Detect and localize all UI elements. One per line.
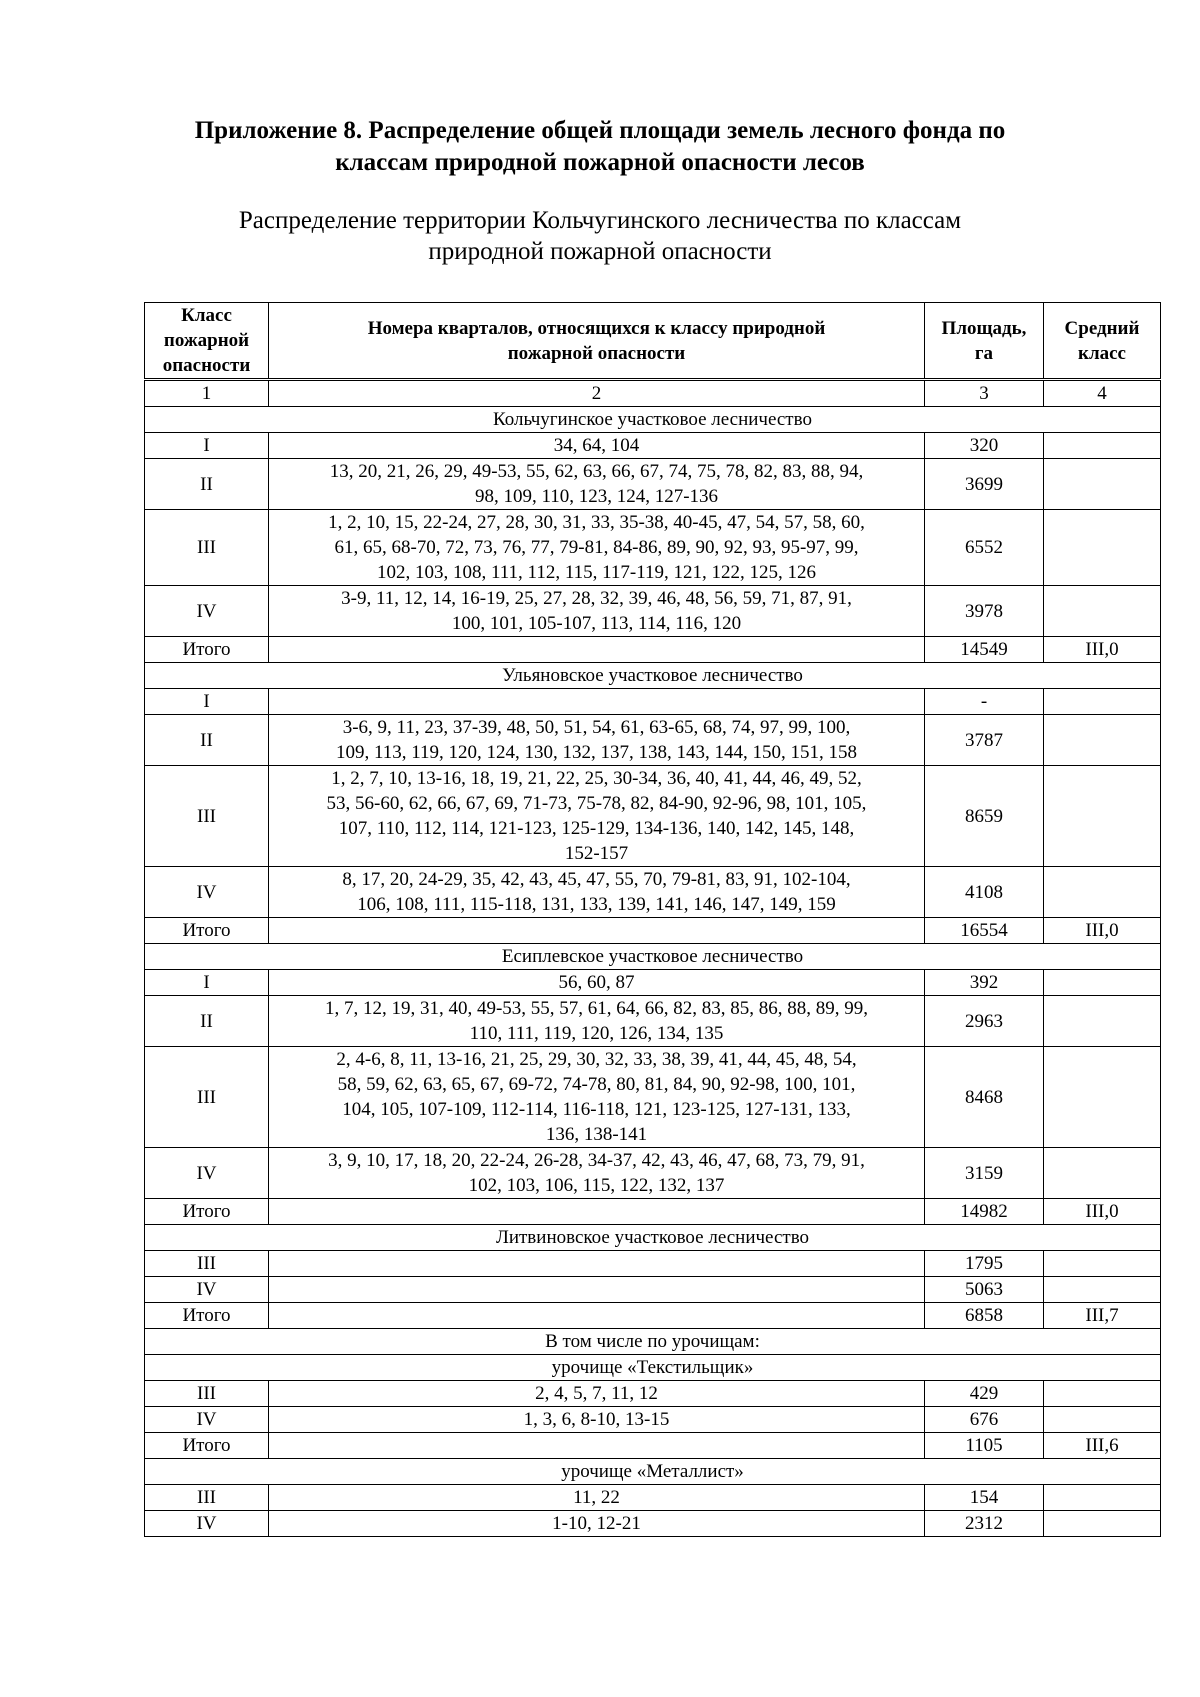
avg-class-cell <box>1044 1148 1161 1199</box>
quarters-cell <box>269 1148 925 1199</box>
class-cell: I <box>145 433 269 459</box>
quarters-line: 3-6, 9, 11, 23, 37-39, 48, 50, 51, 54, 61, 63-65, 68, 74, 97, 99, 100, <box>342 717 851 738</box>
quarters-line <box>275 1199 918 1224</box>
header-avg-class-line: Средний <box>1064 317 1140 339</box>
area-cell: 2312 <box>925 1511 1044 1537</box>
quarters-line: 100, 101, 105-107, 113, 114, 116, 120 <box>451 613 742 634</box>
quarters-line: 13, 20, 21, 26, 29, 49-53, 55, 62, 63, 66, 67, 74, 75, 78, 82, 83, 88, 94, <box>329 461 864 482</box>
quarters-cell <box>269 637 925 663</box>
avg-class-cell <box>1044 766 1161 867</box>
header-class-line: опасности <box>162 355 251 376</box>
quarters-line: 3, 9, 10, 17, 18, 20, 22-24, 26-28, 34-37, 42, 43, 46, 47, 68, 73, 79, 91, <box>328 1150 865 1171</box>
area-cell: 16554 <box>925 918 1044 944</box>
page-title-line: Приложение 8. Распределение общей площади земель лесного фонда по <box>194 117 1006 144</box>
class-cell: III <box>145 1047 269 1148</box>
section-row <box>145 1225 1161 1251</box>
table-row <box>145 1433 1161 1459</box>
avg-class-cell: III,0 <box>1044 918 1161 944</box>
section-row <box>145 1459 1161 1485</box>
quarters-cell <box>269 689 925 715</box>
fire-danger-table <box>144 302 1161 1537</box>
quarters-line <box>275 1277 918 1302</box>
header-avg-class-line: класс <box>1078 342 1126 364</box>
area-cell: 1795 <box>925 1251 1044 1277</box>
class-cell: III <box>145 1485 269 1511</box>
header-avg-class <box>1044 303 1161 380</box>
avg-class-cell <box>1044 1511 1161 1537</box>
quarters-line <box>275 918 918 943</box>
area-cell: 8659 <box>925 766 1044 867</box>
quarters-line: 61, 65, 68-70, 72, 73, 76, 77, 79-81, 84-86, 89, 90, 92, 93, 95-97, 99, <box>334 537 859 558</box>
area-cell: 676 <box>925 1407 1044 1433</box>
area-cell: 3978 <box>925 586 1044 637</box>
avg-class-cell <box>1044 1251 1161 1277</box>
header-quarters-line: пожарной опасности <box>507 342 686 364</box>
header-quarters <box>269 303 925 380</box>
area-cell: 14549 <box>925 637 1044 663</box>
quarters-cell <box>269 867 925 918</box>
table-row <box>145 1381 1161 1407</box>
quarters-cell <box>269 1277 925 1303</box>
class-cell: III <box>145 1251 269 1277</box>
avg-class-cell <box>1044 996 1161 1047</box>
section-row <box>145 663 1161 689</box>
section-title: Литвиновское участковое лесничество <box>145 1225 1161 1251</box>
column-number-row <box>145 380 1161 407</box>
avg-class-cell <box>1044 715 1161 766</box>
page-subtitle-line: природной пожарной опасности <box>428 238 772 265</box>
quarters-line: 34, 64, 104 <box>553 435 640 456</box>
quarters-cell <box>269 996 925 1047</box>
quarters-line: 104, 105, 107-109, 112-114, 116-118, 121, 123-125, 127-131, 133, <box>342 1099 851 1120</box>
area-cell: 6552 <box>925 510 1044 586</box>
quarters-line: 106, 108, 111, 115-118, 131, 133, 139, 141, 146, 147, 149, 159 <box>357 894 836 915</box>
avg-class-cell <box>1044 433 1161 459</box>
avg-class-cell <box>1044 1047 1161 1148</box>
quarters-cell <box>269 970 925 996</box>
class-cell: IV <box>145 1407 269 1433</box>
area-cell: 429 <box>925 1381 1044 1407</box>
quarters-cell <box>269 1485 925 1511</box>
quarters-line: 8, 17, 20, 24-29, 35, 42, 43, 45, 47, 55, 70, 79-81, 83, 91, 102-104, <box>342 869 851 890</box>
quarters-line: 102, 103, 108, 111, 112, 115, 117-119, 121, 122, 125, 126 <box>376 562 817 583</box>
avg-class-cell: III,7 <box>1044 1303 1161 1329</box>
quarters-cell <box>269 459 925 510</box>
area-cell: 392 <box>925 970 1044 996</box>
quarters-cell <box>269 1511 925 1537</box>
table-row <box>145 459 1161 510</box>
column-number: 3 <box>925 380 1044 407</box>
avg-class-cell <box>1044 1485 1161 1511</box>
page-title <box>0 115 1200 179</box>
header-class-line: Класс <box>181 305 232 326</box>
quarters-cell <box>269 715 925 766</box>
avg-class-cell <box>1044 459 1161 510</box>
table-row <box>145 1485 1161 1511</box>
area-cell: 3699 <box>925 459 1044 510</box>
avg-class-cell <box>1044 689 1161 715</box>
quarters-line: 1, 7, 12, 19, 31, 40, 49-53, 55, 57, 61, 64, 66, 82, 83, 85, 86, 88, 89, 99, <box>324 998 869 1019</box>
header-area-line: Площадь, <box>941 317 1027 339</box>
quarters-cell <box>269 918 925 944</box>
quarters-cell <box>269 433 925 459</box>
header-class-line: пожарной <box>163 330 250 351</box>
header-quarters-line: Номера кварталов, относящихся к классу природной <box>367 317 826 339</box>
area-cell: 1105 <box>925 1433 1044 1459</box>
column-number: 4 <box>1044 380 1161 407</box>
quarters-line: 2, 4, 5, 7, 11, 12 <box>535 1383 658 1404</box>
header-area-line: га <box>974 342 994 364</box>
area-cell: 3159 <box>925 1148 1044 1199</box>
class-cell: III <box>145 1381 269 1407</box>
quarters-line: 110, 111, 119, 120, 126, 134, 135 <box>469 1023 724 1044</box>
table-row <box>145 1148 1161 1199</box>
table-row <box>145 1047 1161 1148</box>
quarters-line <box>275 637 918 662</box>
quarters-line: 152-157 <box>564 843 629 864</box>
quarters-line: 56, 60, 87 <box>558 972 635 993</box>
quarters-line: 98, 109, 110, 123, 124, 127-136 <box>474 486 719 507</box>
quarters-line: 136, 138-141 <box>545 1124 648 1145</box>
table-row <box>145 715 1161 766</box>
avg-class-cell: III,0 <box>1044 1199 1161 1225</box>
quarters-line: 109, 113, 119, 120, 124, 130, 132, 137, 138, 143, 144, 150, 151, 158 <box>335 742 858 763</box>
quarters-line: 1, 2, 10, 15, 22-24, 27, 28, 30, 31, 33, 35-38, 40-45, 47, 54, 57, 58, 60, <box>328 512 865 533</box>
header-area <box>925 303 1044 380</box>
page-subtitle-line: Распределение территории Кольчугинского лесничества по классам <box>238 207 962 234</box>
area-cell: 8468 <box>925 1047 1044 1148</box>
quarters-cell <box>269 1199 925 1225</box>
table-row <box>145 586 1161 637</box>
avg-class-cell <box>1044 1407 1161 1433</box>
table-row <box>145 918 1161 944</box>
area-cell: 5063 <box>925 1277 1044 1303</box>
table-row <box>145 996 1161 1047</box>
quarters-line <box>275 1303 918 1328</box>
section-title: Есиплевское участковое лесничество <box>145 944 1161 970</box>
table-row <box>145 1277 1161 1303</box>
class-cell: I <box>145 689 269 715</box>
class-cell: IV <box>145 1148 269 1199</box>
quarters-cell <box>269 510 925 586</box>
page-subtitle <box>0 205 1200 267</box>
column-number: 2 <box>269 380 925 407</box>
table-row <box>145 433 1161 459</box>
section-title: В том числе по урочищам: <box>145 1329 1161 1355</box>
quarters-line: 2, 4-6, 8, 11, 13-16, 21, 25, 29, 30, 32, 33, 38, 39, 41, 44, 45, 48, 54, <box>336 1049 857 1070</box>
class-cell: Итого <box>145 918 269 944</box>
area-cell: 4108 <box>925 867 1044 918</box>
table-row <box>145 1407 1161 1433</box>
class-cell: I <box>145 970 269 996</box>
table-row <box>145 867 1161 918</box>
section-row <box>145 944 1161 970</box>
table-row <box>145 637 1161 663</box>
quarters-cell <box>269 766 925 867</box>
quarters-line: 58, 59, 62, 63, 65, 67, 69-72, 74-78, 80, 81, 84, 90, 92-98, 100, 101, <box>337 1074 856 1095</box>
avg-class-cell <box>1044 970 1161 996</box>
area-cell: 6858 <box>925 1303 1044 1329</box>
class-cell: IV <box>145 586 269 637</box>
table-row <box>145 1303 1161 1329</box>
table-body <box>145 407 1161 1537</box>
avg-class-cell <box>1044 586 1161 637</box>
table-row <box>145 510 1161 586</box>
section-title: Кольчугинское участковое лесничество <box>145 407 1161 433</box>
table-row <box>145 689 1161 715</box>
class-cell: II <box>145 996 269 1047</box>
class-cell: III <box>145 510 269 586</box>
section-title: урочище «Текстильщик» <box>145 1355 1161 1381</box>
quarters-line: 53, 56-60, 62, 66, 67, 69, 71-73, 75-78, 82, 84-90, 92-96, 98, 101, 105, <box>326 793 867 814</box>
area-cell: 2963 <box>925 996 1044 1047</box>
quarters-line: 1, 3, 6, 8-10, 13-15 <box>523 1409 670 1430</box>
avg-class-cell <box>1044 510 1161 586</box>
quarters-cell <box>269 1433 925 1459</box>
quarters-line <box>275 1251 918 1276</box>
header-class <box>145 303 269 380</box>
class-cell: IV <box>145 867 269 918</box>
class-cell: Итого <box>145 1433 269 1459</box>
area-cell: 154 <box>925 1485 1044 1511</box>
quarters-line: 102, 103, 106, 115, 122, 132, 137 <box>468 1175 725 1196</box>
quarters-line <box>275 1433 918 1458</box>
quarters-cell <box>269 586 925 637</box>
quarters-line: 107, 110, 112, 114, 121-123, 125-129, 134-136, 140, 142, 145, 148, <box>338 818 855 839</box>
area-cell: - <box>925 689 1044 715</box>
table-row <box>145 1199 1161 1225</box>
class-cell: IV <box>145 1277 269 1303</box>
class-cell: III <box>145 766 269 867</box>
quarters-line: 1, 2, 7, 10, 13-16, 18, 19, 21, 22, 25, 30-34, 36, 40, 41, 44, 46, 49, 52, <box>331 768 862 789</box>
quarters-line: 11, 22 <box>573 1487 620 1508</box>
quarters-line: 1-10, 12-21 <box>552 1513 641 1534</box>
quarters-cell <box>269 1407 925 1433</box>
avg-class-cell <box>1044 1277 1161 1303</box>
table-row <box>145 766 1161 867</box>
table-row <box>145 1511 1161 1537</box>
class-cell: IV <box>145 1511 269 1537</box>
class-cell: Итого <box>145 637 269 663</box>
quarters-cell <box>269 1251 925 1277</box>
class-cell: II <box>145 715 269 766</box>
avg-class-cell: III,6 <box>1044 1433 1161 1459</box>
quarters-cell <box>269 1303 925 1329</box>
column-number: 1 <box>145 380 269 407</box>
avg-class-cell <box>1044 867 1161 918</box>
section-row <box>145 1329 1161 1355</box>
class-cell: Итого <box>145 1303 269 1329</box>
area-cell: 14982 <box>925 1199 1044 1225</box>
class-cell: II <box>145 459 269 510</box>
section-title: Ульяновское участковое лесничество <box>145 663 1161 689</box>
area-cell: 320 <box>925 433 1044 459</box>
page-title-line: классам природной пожарной опасности лесов <box>335 149 865 176</box>
area-cell: 3787 <box>925 715 1044 766</box>
quarters-line <box>275 689 918 714</box>
quarters-cell <box>269 1047 925 1148</box>
section-row <box>145 1355 1161 1381</box>
table-header-row <box>145 303 1161 380</box>
avg-class-cell <box>1044 1381 1161 1407</box>
table-row <box>145 1251 1161 1277</box>
section-row <box>145 407 1161 433</box>
class-cell: Итого <box>145 1199 269 1225</box>
quarters-cell <box>269 1381 925 1407</box>
table-row <box>145 970 1161 996</box>
avg-class-cell: III,0 <box>1044 637 1161 663</box>
quarters-line: 3-9, 11, 12, 14, 16-19, 25, 27, 28, 32, 39, 46, 48, 56, 59, 71, 87, 91, <box>341 588 852 609</box>
section-title: урочище «Металлист» <box>145 1459 1161 1485</box>
